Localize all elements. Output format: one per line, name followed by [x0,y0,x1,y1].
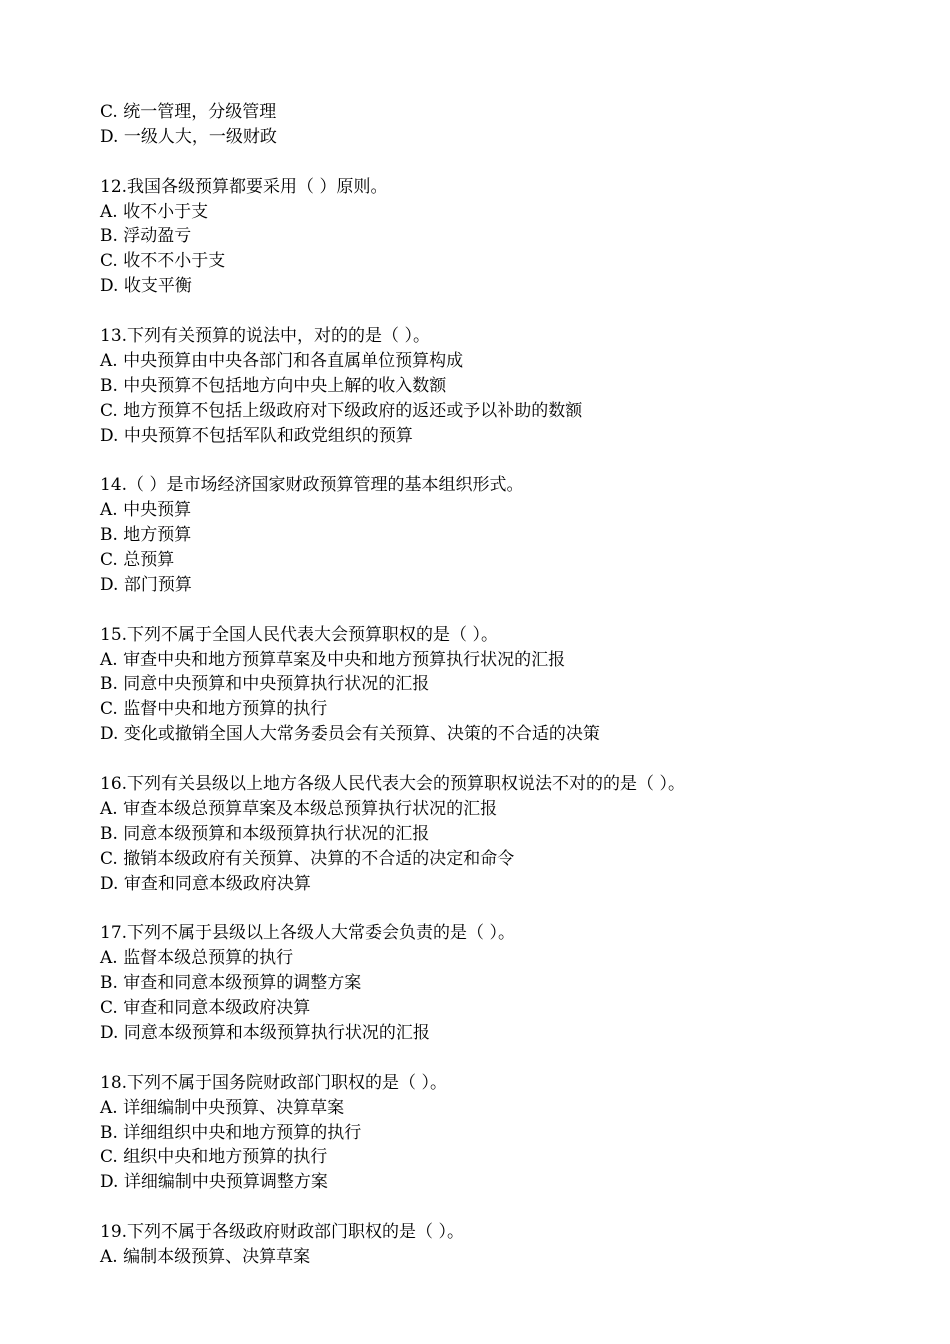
question-stem: 15.下列不属于全国人民代表大会预算职权的是（ ）。 [100,624,498,645]
option-a: A. 审查本级总预算草案及本级总预算执行状况的汇报 [100,798,498,819]
question-stem: 14.（ ）是市场经济国家财政预算管理的基本组织形式。 [100,475,524,496]
question-19 [100,1220,880,1270]
option-c: C. 收不不小于支 [100,251,226,272]
option-a: A. 中央预算由中央各部门和各直属单位预算构成 [100,350,464,371]
spacer [100,747,880,772]
question-18 [100,1071,880,1195]
option-d: D. 部门预算 [100,574,192,595]
spacer [100,1195,880,1220]
question-stem: 12.我国各级预算都要采用（ ）原则。 [100,176,388,197]
option-a: A. 中央预算 [100,500,192,521]
option-c: C. 撤销本级政府有关预算、决算的不合适的决定和命令 [100,848,515,869]
option-d: D. 变化或撤销全国人大常务委员会有关预算、决策的不合适的决策 [100,724,600,745]
option-d: D. 审查和同意本级政府决算 [100,873,311,894]
question-stem: 13.下列有关预算的说法中，对的的是（ ）。 [100,326,430,347]
question-stem: 18.下列不属于国务院财政部门职权的是（ ）。 [100,1072,447,1093]
option-a: A. 监督本级总预算的执行 [100,948,294,969]
spacer [100,1046,880,1071]
question-stem: 17.下列不属于县级以上各级人大常委会负责的是（ ）。 [100,923,515,944]
spacer [100,598,880,623]
carryover-option-d: D. 一级人大，一级财政 [100,126,277,147]
question-12 [100,175,880,299]
option-c: C. 监督中央和地方预算的执行 [100,699,328,720]
spacer [100,299,880,324]
option-b: B. 地方预算 [100,525,192,546]
option-d: D. 详细编制中央预算调整方案 [100,1172,328,1193]
question-17 [100,921,880,1045]
option-b: B. 详细组织中央和地方预算的执行 [100,1122,362,1143]
spacer [100,897,880,922]
option-b: B. 浮动盈亏 [100,226,192,247]
spacer [100,150,880,175]
question-16 [100,772,880,896]
question-13 [100,324,880,448]
document-body [100,100,880,1270]
option-b: B. 同意中央预算和中央预算执行状况的汇报 [100,674,430,695]
option-c: C. 地方预算不包括上级政府对下级政府的返还或予以补助的数额 [100,400,583,421]
carryover-option-c: C. 统一管理，分级管理 [100,102,277,122]
question-stem: 19.下列不属于各级政府财政部门职权的是（ ）。 [100,1222,464,1243]
option-a: A. 收不小于支 [100,201,209,222]
option-c: C. 组织中央和地方预算的执行 [100,1147,328,1168]
option-c: C. 审查和同意本级政府决算 [100,998,311,1019]
question-15 [100,623,880,747]
question-14 [100,473,880,597]
option-b: B. 同意本级预算和本级预算执行状况的汇报 [100,823,430,844]
option-d: D. 中央预算不包括军队和政党组织的预算 [100,425,413,446]
option-a: A. 详细编制中央预算、决算草案 [100,1097,345,1118]
option-d: D. 收支平衡 [100,276,192,297]
option-c: C. 总预算 [100,550,175,571]
option-b: B. 中央预算不包括地方向中央上解的收入数额 [100,375,447,396]
option-a: A. 编制本级预算、决算草案 [100,1246,311,1267]
option-a: A. 审查中央和地方预算草案及中央和地方预算执行状况的汇报 [100,649,566,670]
option-b: B. 审查和同意本级预算的调整方案 [100,973,362,994]
option-d: D. 同意本级预算和本级预算执行状况的汇报 [100,1022,430,1043]
question-stem: 16.下列有关县级以上地方各级人民代表大会的预算职权说法不对的的是（ ）。 [100,774,685,795]
spacer [100,448,880,473]
